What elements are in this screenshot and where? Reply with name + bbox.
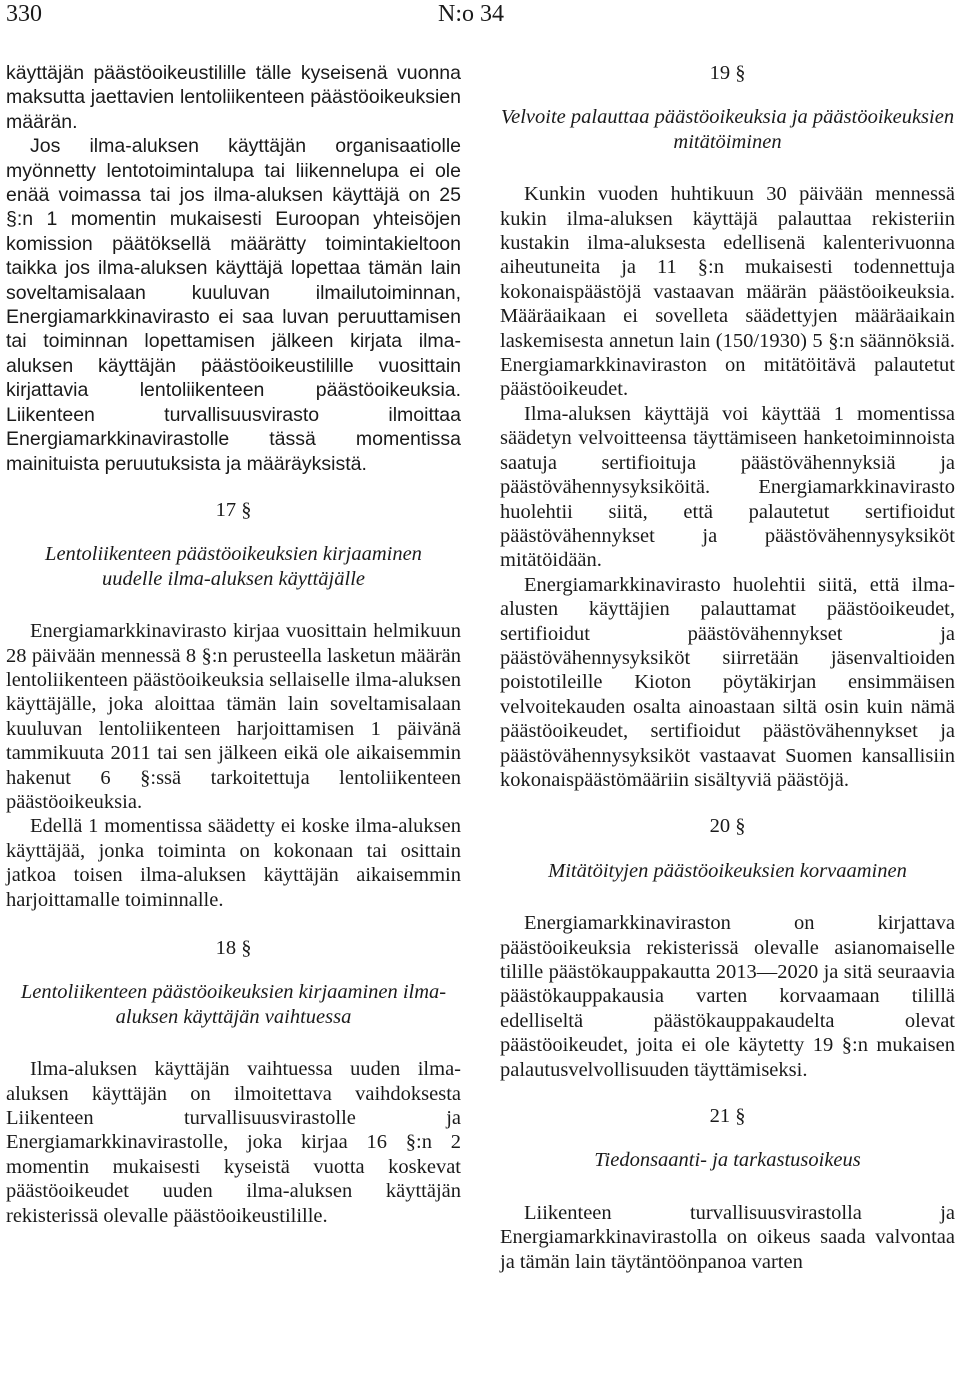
section-number: 19 § bbox=[709, 62, 746, 84]
left-column bbox=[6, 61, 461, 1228]
paragraph: Energiamarkkinavirasto huolehtii siitä, että ilma-alusten käyttäjien palauttamat päästöoikeudet, sertifioidut päästövähennykset ja päästövähennysyksiköt siirretään jäsenvaltioiden poistotileille Kioton pöytäkirjan ensimmäisen velvoitekauden osalta ainoastaan siltä osin kuin nämä päästöoikeudet, sertifioidut päästövähennykset ja päästövähennysyksiköt vastaavat Suomen kansallisiin kokonaispäästömääriin sisältyviä päästöjä. bbox=[500, 573, 955, 791]
paragraph: Ilma-aluksen käyttäjän vaihtuessa uuden ilma-aluksen käyttäjän on ilmoitettava vaihdoksesta Liikenteen turvallisuusvirastolle ja Energiamarkkinavirastolle, joka kirjaa 16 §:n 2 momentin mukaisesti kyseistä vuotta koskevat päästöoikeudet uuden ilma-aluksen käyttäjän rekisterissä olevalle päästöoikeustilille. bbox=[6, 1058, 461, 1227]
paragraph: Jos ilma-aluksen käyttäjän organisaatiolle myönnetty lentotoimintalupa tai liikennelupa ei ole enää voimassa tai jos ilma-aluksen käyttäjä on 25 §:n 1 momentin mukaisesti Euroopan yhteisöjen komission päätöksellä määrätty toimintakieltoon taikka jos ilma-aluksen käyttäjä lopettaa tämän lain soveltamisalaan kuuluvan ilmailutoiminnan, Energiamarkkinavirasto ei saa luvan peruuttamisen tai toiminnan lopettamisen jälkeen kirjata ilma-aluksen käyttäjän päästöoikeustilille vuosittain kirjattavia lentoliikenteen päästöoikeuksia. Liikenteen turvallisuusvirasto ilmoittaa Energiamarkkinavirastolle tässä momentissa mainituista peruutuksista ja määräyksistä. bbox=[6, 135, 461, 475]
section-title: Lentoliikenteen päästöoikeuksien kirjaaminen uudelle ilma-aluksen käyttäjälle bbox=[45, 543, 422, 590]
section-number: 17 § bbox=[215, 498, 252, 521]
section-number: 20 § bbox=[709, 815, 746, 838]
section-number: 21 § bbox=[709, 1105, 746, 1128]
paragraph: Liikenteen turvallisuusvirastolla ja Energiamarkkinavirastolla on oikeus saada valvontaa ja tämän lain täytäntöönpanoa varten bbox=[500, 1201, 955, 1273]
paragraph: Energiamarkkinaviraston on kirjattava päästöoikeuksia rekisterissä olevalle asianomaiselle tilille päästökauppakautta 2013—2020 ja sitä seuraavia päästökauppakausia varten korvaamaan tilillä edelliseltä päästökauppakaudelta olevat päästöoikeudet, joita ei ole käytetty 19 §:n mukaisen palautusvelvollisuuden täyttämiseksi. bbox=[500, 912, 955, 1081]
issue-number: N:o 34 bbox=[438, 1, 504, 27]
section-title: Tiedonsaanti- ja tarkastusoikeus bbox=[594, 1149, 861, 1172]
paragraph: Kunkin vuoden huhtikuun 30 päivään mennessä kukin ilma-aluksen käyttäjä palauttaa rekisteriin kustakin ilma-aluksesta edellisenä kalenterivuonna aiheutuneita ja 11 §:n mukaisesti todennettuja kokonaispäästöjä vastaavan määrän päästöoikeuksia. Määräaikaan ei sovelleta säädettyjen määräaikain laskemisesta annetun lain (150/1930) 5 §:n säännöksiä. Energiamarkkinaviraston on mitätöitävä palautetut päästöoikeudet. bbox=[500, 183, 955, 401]
paragraph: Ilma-aluksen käyttäjä voi käyttää 1 momentissa säädetyn velvoitteensa täyttämiseen hanketoiminnoista saatuja sertifioituja päästövähennyksiä ja päästövähennysyksiköitä. Energiamarkkinavirasto huolehtii siitä, että palautetut sertifioidut päästövähennykset ja päästövähennysyksiköt mitätöidään. bbox=[500, 402, 955, 572]
paragraph: käyttäjän päästöoikeustilille tälle kyseisenä vuonna maksutta jaettavien lentoliikenteen päästöoikeuksien määrän. bbox=[6, 62, 461, 133]
section-title: Mitätöityjen päästöoikeuksien korvaaminen bbox=[548, 859, 907, 882]
paragraph: Edellä 1 momentissa säädetty ei koske ilma-aluksen käyttäjää, jonka toiminta on kokonaan tai osittain jatkoa toisen ilma-aluksen käyttäjän aikaisemmin harjoittamalle toiminnalle. bbox=[6, 815, 461, 911]
section-title: Lentoliikenteen päästöoikeuksien kirjaaminen ilma-aluksen käyttäjän vaihtuessa bbox=[20, 981, 447, 1028]
section-title: Velvoite palauttaa päästöoikeuksia ja päästöoikeuksien mitätöiminen bbox=[500, 106, 955, 153]
section-number: 18 § bbox=[215, 937, 252, 959]
right-column bbox=[500, 61, 955, 1274]
page-number: 330 bbox=[6, 1, 42, 27]
paragraph: Energiamarkkinavirasto kirjaa vuosittain helmikuun 28 päivään mennessä 8 §:n perusteella lasketun määrän lentoliikenteen päästöoikeuksia sellaiselle ilma-aluksen käyttäjälle, joka aloittaa tämän lain soveltamisalaan kuuluvan lentoliikenteen harjoittamisen 1 päivänä tammikuuta 2011 tai sen jälkeen eikä ole aikaisemmin hakenut 6 §:ssä tarkoitettuja lentoliikenteen päästöoikeuksia. bbox=[6, 620, 461, 813]
